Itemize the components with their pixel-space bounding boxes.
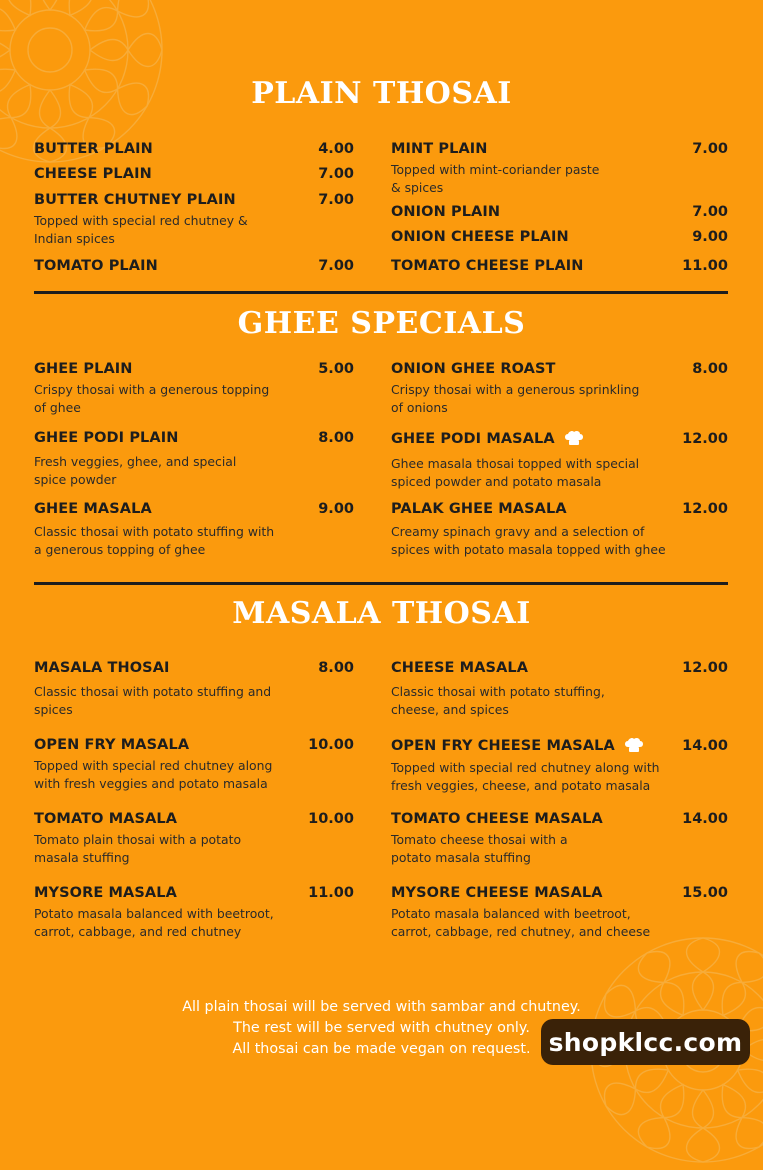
item-price: 8.00 <box>318 660 354 676</box>
item-description: Potato masala balanced with beetroot, carrot, cabbage, and red chutney <box>34 906 274 939</box>
item-name: ONION CHEESE PLAIN <box>391 229 569 245</box>
item-price: 7.00 <box>692 141 728 157</box>
menu-item <box>34 885 354 940</box>
menu-item <box>34 501 354 558</box>
item-description: Topped with special red chutney & Indian spices <box>34 213 248 246</box>
section-divider <box>34 291 728 294</box>
item-name-wrap <box>391 737 645 755</box>
item-price: 10.00 <box>308 811 354 827</box>
item-name: TOMATO PLAIN <box>34 258 158 274</box>
item-name: GHEE PODI PLAIN <box>34 430 179 446</box>
menu-item <box>391 660 728 718</box>
item-name: GHEE PLAIN <box>34 361 133 377</box>
item-price: 5.00 <box>318 361 354 377</box>
menu-item <box>391 501 728 558</box>
footer-line: The rest will be served with chutney only. <box>233 1020 530 1036</box>
watermark-badge: shopklcc.com <box>541 1019 750 1065</box>
item-name: TOMATO CHEESE MASALA <box>391 811 603 827</box>
item-price: 12.00 <box>682 431 728 447</box>
item-price: 4.00 <box>318 141 354 157</box>
item-price: 8.00 <box>692 361 728 377</box>
item-name: TOMATO MASALA <box>34 811 178 827</box>
item-price: 12.00 <box>682 501 728 517</box>
item-description: Topped with special red chutney along with fresh veggies and potato masala <box>34 758 273 791</box>
menu-item <box>34 166 354 182</box>
item-description: Tomato plain thosai with a potato masala stuffing <box>34 832 242 865</box>
item-name: MINT PLAIN <box>391 141 488 157</box>
menu-item <box>34 660 354 718</box>
item-price: 12.00 <box>682 660 728 676</box>
menu-item <box>34 361 354 416</box>
item-description: Classic thosai with potato stuffing, cheese, and spices <box>391 684 605 717</box>
item-price: 14.00 <box>682 738 728 754</box>
item-description: Topped with special red chutney along with fresh veggies, cheese, and potato masala <box>391 760 660 793</box>
item-name: BUTTER CHUTNEY PLAIN <box>34 192 236 208</box>
item-price: 7.00 <box>692 204 728 220</box>
item-name: GHEE MASALA <box>34 501 152 517</box>
menu-item <box>391 737 728 794</box>
chef-hat-icon <box>563 430 585 448</box>
menu-item <box>391 430 728 490</box>
menu-item <box>391 885 728 940</box>
item-name-wrap <box>391 430 585 448</box>
item-name: MASALA THOSAI <box>34 660 170 676</box>
footer-line: All thosai can be made vegan on request. <box>232 1041 531 1057</box>
item-price: 15.00 <box>682 885 728 901</box>
item-description: Potato masala balanced with beetroot, carrot, cabbage, red chutney, and cheese <box>391 906 651 939</box>
item-name: ONION GHEE ROAST <box>391 361 556 377</box>
footer-line: All plain thosai will be served with sambar and chutney. <box>182 999 581 1015</box>
item-name: CHEESE PLAIN <box>34 166 152 182</box>
menu-item <box>391 141 728 196</box>
item-price: 11.00 <box>682 258 728 274</box>
item-price: 9.00 <box>692 229 728 245</box>
item-description: Topped with mint-coriander paste & spices <box>391 162 600 195</box>
item-price: 14.00 <box>682 811 728 827</box>
item-description: Fresh veggies, ghee, and special spice powder <box>34 454 237 487</box>
item-price: 7.00 <box>318 192 354 208</box>
menu-item <box>34 737 354 792</box>
item-description: Classic thosai with potato stuffing with a generous topping of ghee <box>34 524 275 557</box>
section-title-masala-thosai: MASALA THOSAI <box>232 596 531 631</box>
menu-item <box>34 811 354 866</box>
item-description: Crispy thosai with a generous sprinkling of onions <box>391 382 640 415</box>
menu-item <box>34 258 354 274</box>
menu-item <box>391 204 728 220</box>
item-name: GHEE PODI MASALA <box>391 431 555 447</box>
item-price: 9.00 <box>318 501 354 517</box>
item-description: Creamy spinach gravy and a selection of spices with potato masala topped with ghee <box>391 524 666 557</box>
item-name: BUTTER PLAIN <box>34 141 153 157</box>
item-name: OPEN FRY CHEESE MASALA <box>391 738 615 754</box>
section-divider <box>34 582 728 585</box>
item-name: CHEESE MASALA <box>391 660 529 676</box>
menu-item <box>34 141 354 157</box>
item-name: MYSORE CHEESE MASALA <box>391 885 603 901</box>
item-price: 11.00 <box>308 885 354 901</box>
item-price: 8.00 <box>318 430 354 446</box>
item-price: 7.00 <box>318 166 354 182</box>
section-title-ghee-specials: GHEE SPECIALS <box>237 306 526 341</box>
section-title-plain-thosai: PLAIN THOSAI <box>251 76 512 111</box>
item-price: 10.00 <box>308 737 354 753</box>
item-name: OPEN FRY MASALA <box>34 737 190 753</box>
item-name: PALAK GHEE MASALA <box>391 501 567 517</box>
chef-hat-icon <box>623 737 645 755</box>
item-name: ONION PLAIN <box>391 204 501 220</box>
menu-item <box>34 430 354 488</box>
menu-item <box>391 361 728 416</box>
item-name: TOMATO CHEESE PLAIN <box>391 258 584 274</box>
menu-item <box>391 258 728 274</box>
item-description: Ghee masala thosai topped with special spiced powder and potato masala <box>391 456 640 489</box>
item-description: Tomato cheese thosai with a potato masala stuffing <box>391 832 568 865</box>
item-price: 7.00 <box>318 258 354 274</box>
menu-item <box>34 192 354 247</box>
menu-item <box>391 811 728 866</box>
item-description: Crispy thosai with a generous topping of ghee <box>34 382 270 415</box>
item-name: MYSORE MASALA <box>34 885 177 901</box>
item-description: Classic thosai with potato stuffing and spices <box>34 684 272 717</box>
menu-item <box>391 229 728 245</box>
